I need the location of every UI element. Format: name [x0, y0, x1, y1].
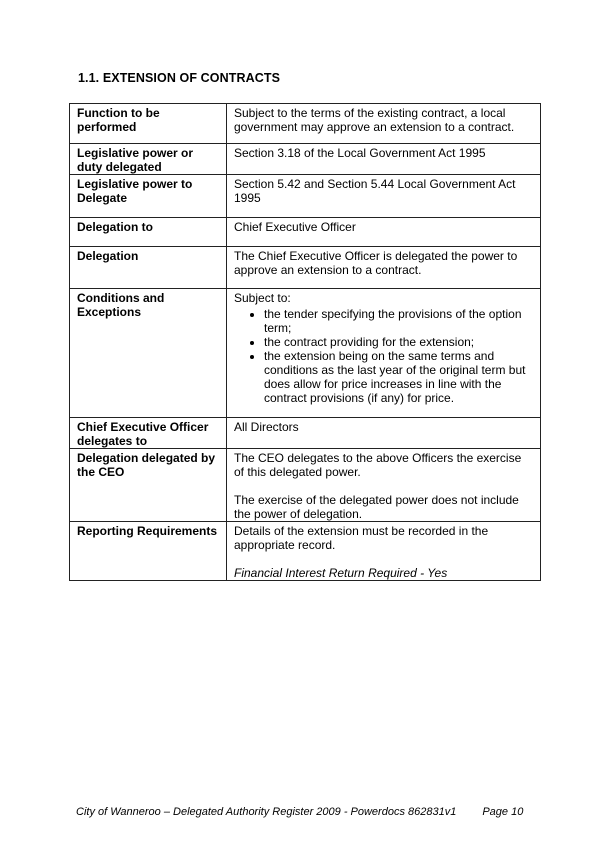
delegation-table — [69, 103, 541, 581]
row-value — [227, 289, 541, 418]
row-value: Subject to the terms of the existing contract, a local government may approve an extension to a contract. — [227, 104, 541, 144]
paragraph: The exercise of the delegated power does not include the power of delegation. — [234, 493, 519, 521]
row-label: Conditions and Exceptions — [70, 289, 227, 418]
row-label: Function to be performed — [70, 104, 227, 144]
page-number: Page 10 — [482, 806, 524, 818]
list-item: • the contract providing for the extension; — [264, 335, 532, 349]
footer-text: City of Wanneroo – Delegated Authority Register 2009 - Powerdocs 862831v1 — [76, 806, 457, 818]
row-value: The Chief Executive Officer is delegated the power to approve an extension to a contract. — [227, 247, 541, 289]
table-row — [70, 144, 541, 175]
row-value: All Directors — [227, 418, 541, 449]
financial-interest-note: Financial Interest Return Required - Yes — [234, 566, 448, 580]
row-label: Delegation to — [70, 218, 227, 247]
row-label: Chief Executive Officer delegates to — [70, 418, 227, 449]
section-heading: 1.1. EXTENSION OF CONTRACTS — [78, 71, 281, 85]
list-item: • the extension being on the same terms and conditions as the last year of the original term but does allow for price increases in line with the contract provisions (if any) for price. — [264, 349, 532, 405]
table-row — [70, 218, 541, 247]
paragraph: The CEO delegates to the above Officers the exercise of this delegated power. — [234, 451, 522, 479]
table-row — [70, 104, 541, 144]
row-value: Chief Executive Officer — [227, 218, 541, 247]
row-value — [227, 522, 541, 581]
row-label: Legislative power or duty delegated — [70, 144, 227, 175]
list-item: • the tender specifying the provisions of the option term; — [264, 307, 532, 335]
table-row — [70, 418, 541, 449]
table-row — [70, 522, 541, 581]
row-label: Delegation delegated by the CEO — [70, 449, 227, 522]
conditions-list — [234, 307, 532, 405]
table-row — [70, 449, 541, 522]
row-value: Section 3.18 of the Local Government Act 1995 — [227, 144, 541, 175]
row-label: Legislative power to Delegate — [70, 175, 227, 218]
row-label: Delegation — [70, 247, 227, 289]
conditions-intro: Subject to: — [234, 291, 291, 305]
row-label: Reporting Requirements — [70, 522, 227, 581]
table-row — [70, 247, 541, 289]
table-row — [70, 175, 541, 218]
page-footer — [76, 806, 523, 818]
table-row — [70, 289, 541, 418]
row-value: Section 5.42 and Section 5.44 Local Government Act 1995 — [227, 175, 541, 218]
row-value — [227, 449, 541, 522]
paragraph: Details of the extension must be recorded in the appropriate record. — [234, 524, 489, 552]
